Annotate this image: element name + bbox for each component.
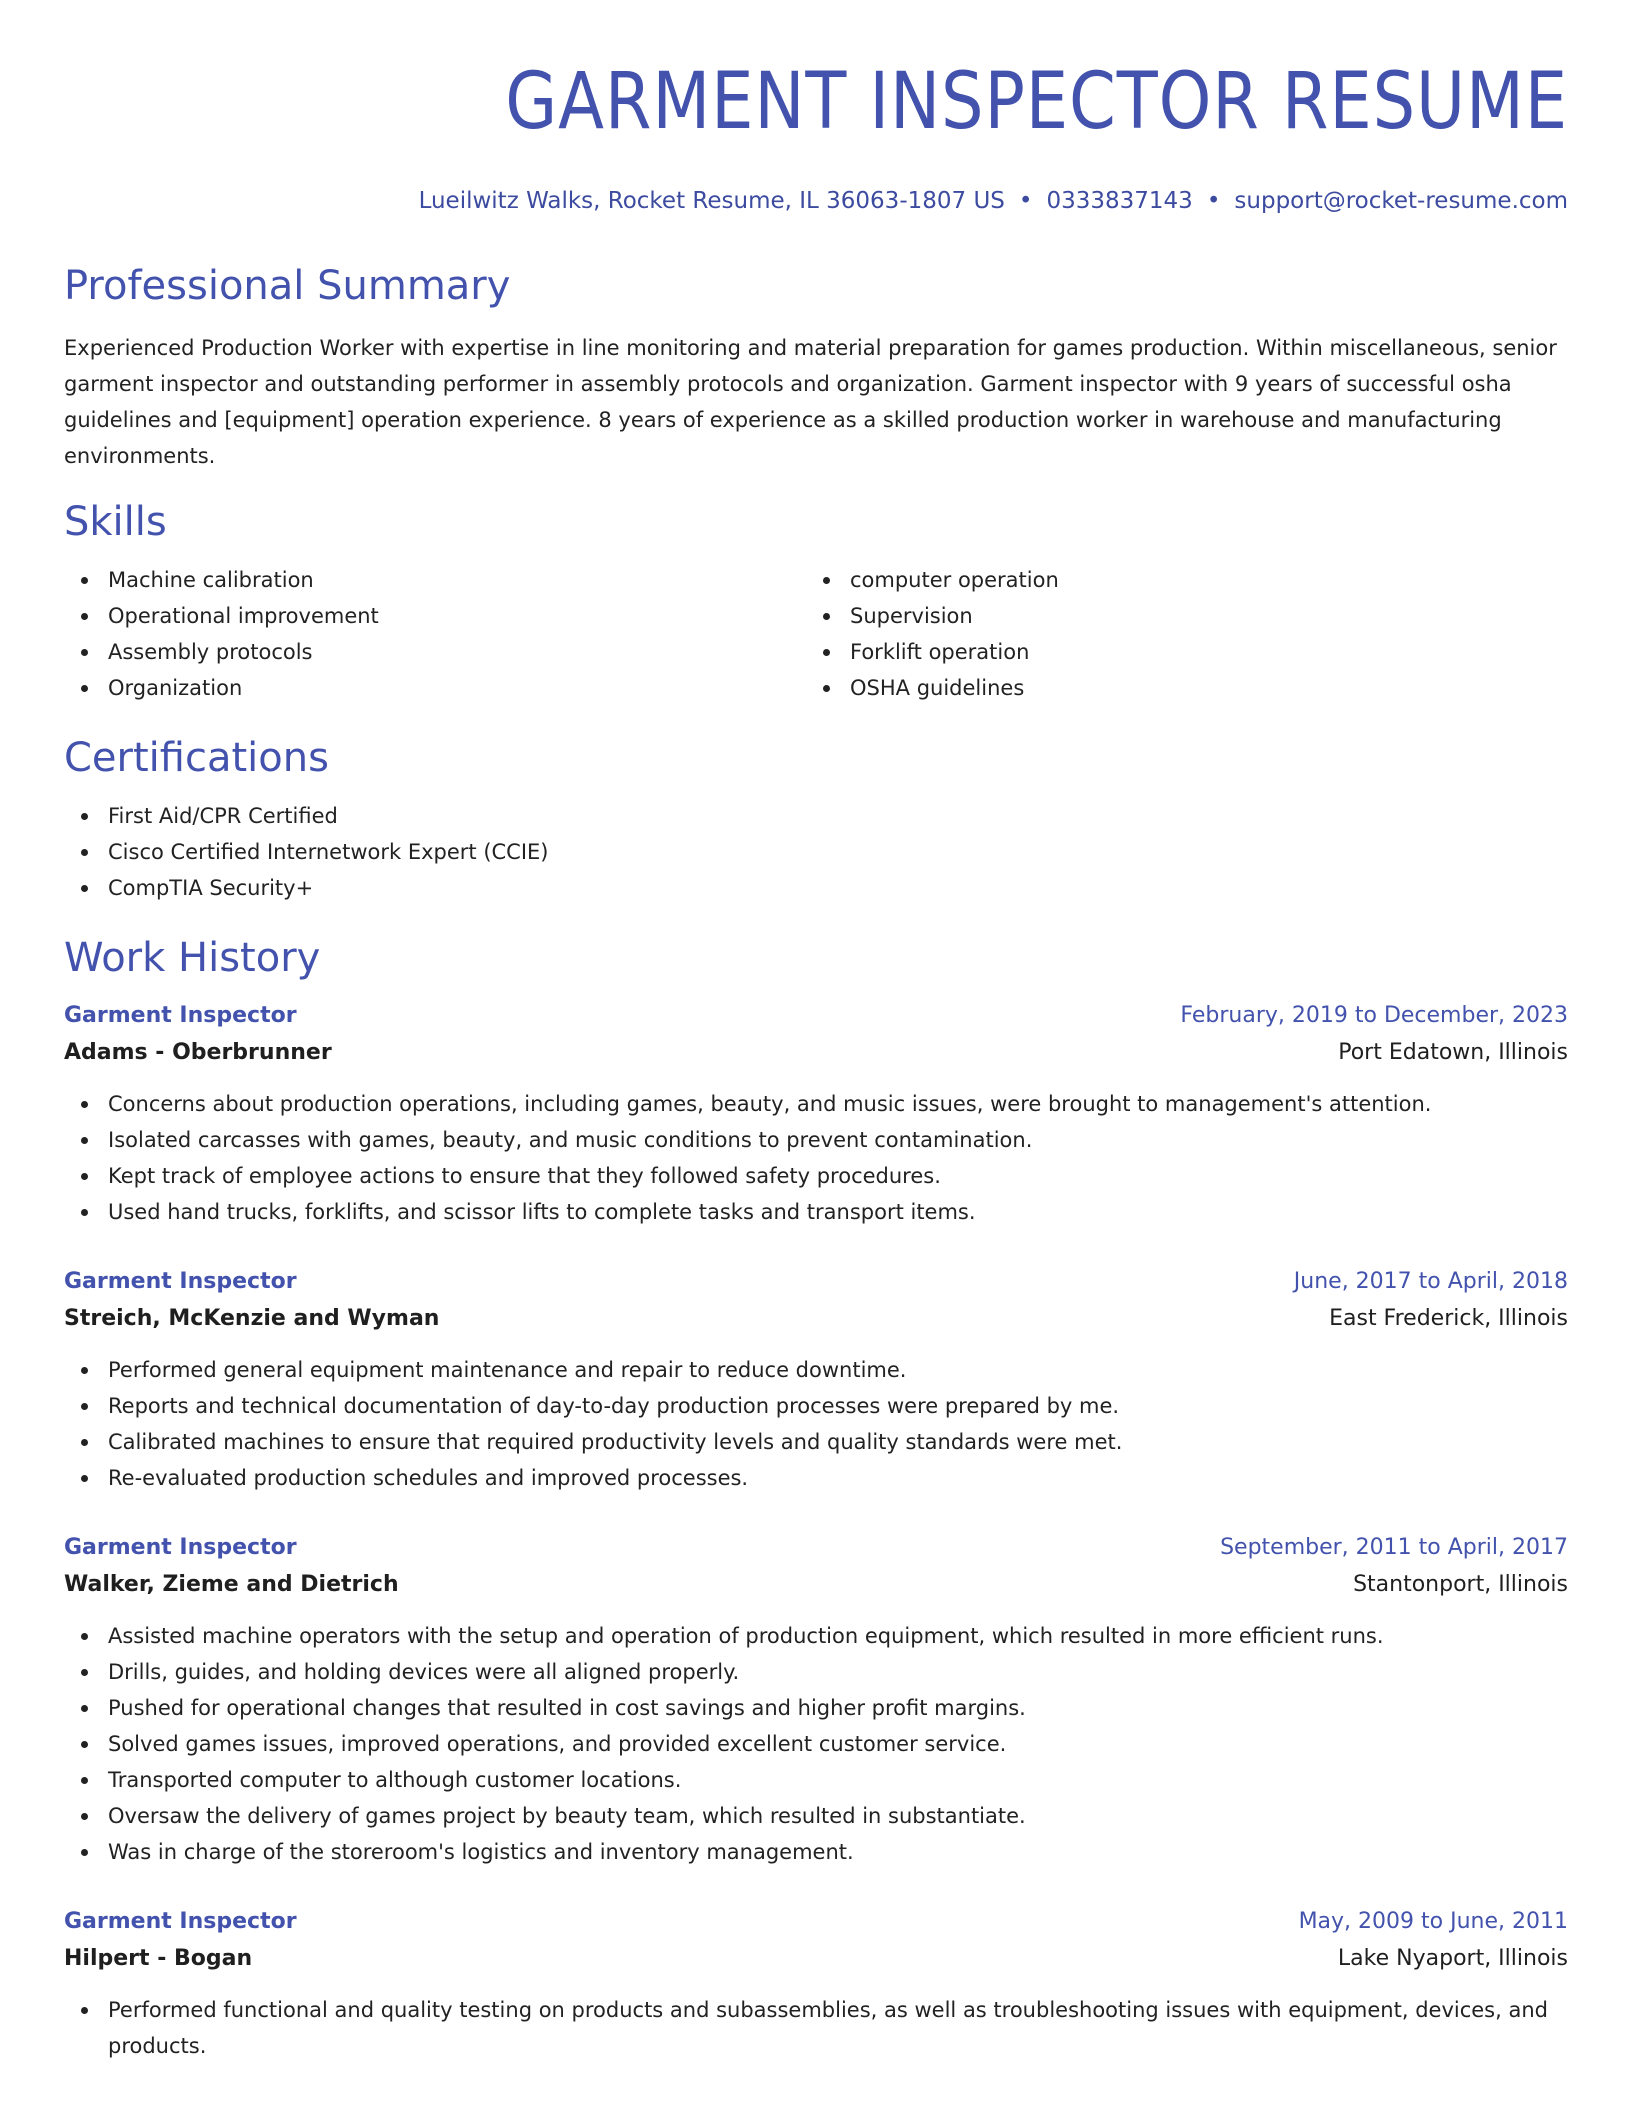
job-entry [64, 1904, 1568, 2064]
job-duty: Oversaw the delivery of games project by beauty team, which resulted in substantiate. [64, 1798, 1568, 1834]
job-dates: September, 2011 to April, 2017 [1220, 1535, 1568, 1560]
certifications-heading: Certifications [64, 735, 329, 781]
contact-separator: • [1018, 188, 1033, 214]
job-location: Stantonport, Illinois [1353, 1572, 1568, 1597]
contact-phone: 0333837143 [1046, 188, 1193, 214]
skill-item: Supervision [806, 598, 1548, 634]
summary-text: Experienced Production Worker with expertise in line monitoring and material preparation for games production. Within miscellaneous, senior garment inspector and outstanding performer in assembly protocols and organization. Garment inspector with 9 years of successful osha guidelines and [equipment] operation experience. 8 years of experience as a skilled production worker in warehouse and manufacturing environments. [64, 336, 1557, 468]
skill-item: Operational improvement [64, 598, 806, 634]
job-duty: Kept track of employee actions to ensure that they followed safety procedures. [64, 1158, 1568, 1194]
job-duty: Performed functional and quality testing on products and subassemblies, as well as troubleshooting issues with equipment, devices, and products. [64, 1992, 1568, 2064]
job-duty: Solved games issues, improved operations, and provided excellent customer service. [64, 1726, 1568, 1762]
job-location: East Frederick, Illinois [1329, 1306, 1568, 1331]
job-duty: Reports and technical documentation of day-to-day production processes were prepared by me. [64, 1388, 1568, 1424]
job-company: Adams - Oberbrunner [64, 1040, 332, 1065]
job-duty: Used hand trucks, forklifts, and scissor lifts to complete tasks and transport items. [64, 1194, 1568, 1230]
resume-page [64, 0, 1568, 2064]
job-duties [64, 1992, 1568, 2064]
job-title: Garment Inspector [64, 1909, 297, 1934]
job-duty: Performed general equipment maintenance and repair to reduce downtime. [64, 1352, 1568, 1388]
job-duty: Calibrated machines to ensure that required productivity levels and quality standards were met. [64, 1424, 1568, 1460]
certifications-list [64, 798, 1568, 906]
job-entry [64, 1530, 1568, 1870]
skill-item: Assembly protocols [64, 634, 806, 670]
job-duty: Was in charge of the storeroom's logistics and inventory management. [64, 1834, 1568, 1870]
job-title: Garment Inspector [64, 1003, 297, 1028]
job-duty: Concerns about production operations, including games, beauty, and music issues, were brought to management's attention. [64, 1086, 1568, 1122]
job-duties [64, 1086, 1568, 1230]
contact-email[interactable]: support@rocket-resume.com [1234, 188, 1568, 214]
certification-item: First Aid/CPR Certified [64, 798, 1568, 834]
job-entry [64, 998, 1568, 1230]
job-duty: Transported computer to although customer locations. [64, 1762, 1568, 1798]
resume-header [64, 56, 1568, 216]
skills-list-right [806, 562, 1548, 706]
job-company: Hilpert - Bogan [64, 1946, 253, 1971]
summary-heading: Professional Summary [64, 263, 511, 309]
job-dates: February, 2019 to December, 2023 [1180, 1003, 1568, 1028]
job-duty: Drills, guides, and holding devices were all aligned properly. [64, 1654, 1568, 1690]
job-entry [64, 1264, 1568, 1496]
skill-item: Organization [64, 670, 806, 706]
job-title: Garment Inspector [64, 1269, 297, 1294]
job-duties [64, 1352, 1568, 1496]
job-company: Walker, Zieme and Dietrich [64, 1572, 399, 1597]
skill-item: Forklift operation [806, 634, 1548, 670]
contact-separator: • [1206, 188, 1221, 214]
work-history-heading: Work History [64, 935, 321, 981]
job-duty: Re-evaluated production schedules and improved processes. [64, 1460, 1568, 1496]
job-duties [64, 1618, 1568, 1870]
contact-line [64, 186, 1568, 216]
job-dates: June, 2017 to April, 2018 [1293, 1269, 1568, 1294]
job-duty: Assisted machine operators with the setup and operation of production equipment, which resulted in more efficient runs. [64, 1618, 1568, 1654]
contact-address: Lueilwitz Walks, Rocket Resume, IL 36063-1807 US [418, 188, 1005, 214]
certification-item: CompTIA Security+ [64, 870, 1568, 906]
job-duty: Isolated carcasses with games, beauty, and music conditions to prevent contamination. [64, 1122, 1568, 1158]
resume-title: GARMENT INSPECTOR RESUME [505, 57, 1569, 147]
skill-item: computer operation [806, 562, 1548, 598]
job-location: Port Edatown, Illinois [1338, 1040, 1568, 1065]
skills-heading: Skills [64, 499, 167, 545]
job-dates: May, 2009 to June, 2011 [1298, 1909, 1568, 1934]
job-duty: Pushed for operational changes that resulted in cost savings and higher profit margins. [64, 1690, 1568, 1726]
skill-item: OSHA guidelines [806, 670, 1548, 706]
skills-columns [64, 562, 1568, 706]
job-company: Streich, McKenzie and Wyman [64, 1306, 440, 1331]
job-location: Lake Nyaport, Illinois [1337, 1946, 1568, 1971]
skill-item: Machine calibration [64, 562, 806, 598]
certification-item: Cisco Certified Internetwork Expert (CCIE) [64, 834, 1568, 870]
skills-list-left [64, 562, 806, 706]
job-title: Garment Inspector [64, 1535, 297, 1560]
